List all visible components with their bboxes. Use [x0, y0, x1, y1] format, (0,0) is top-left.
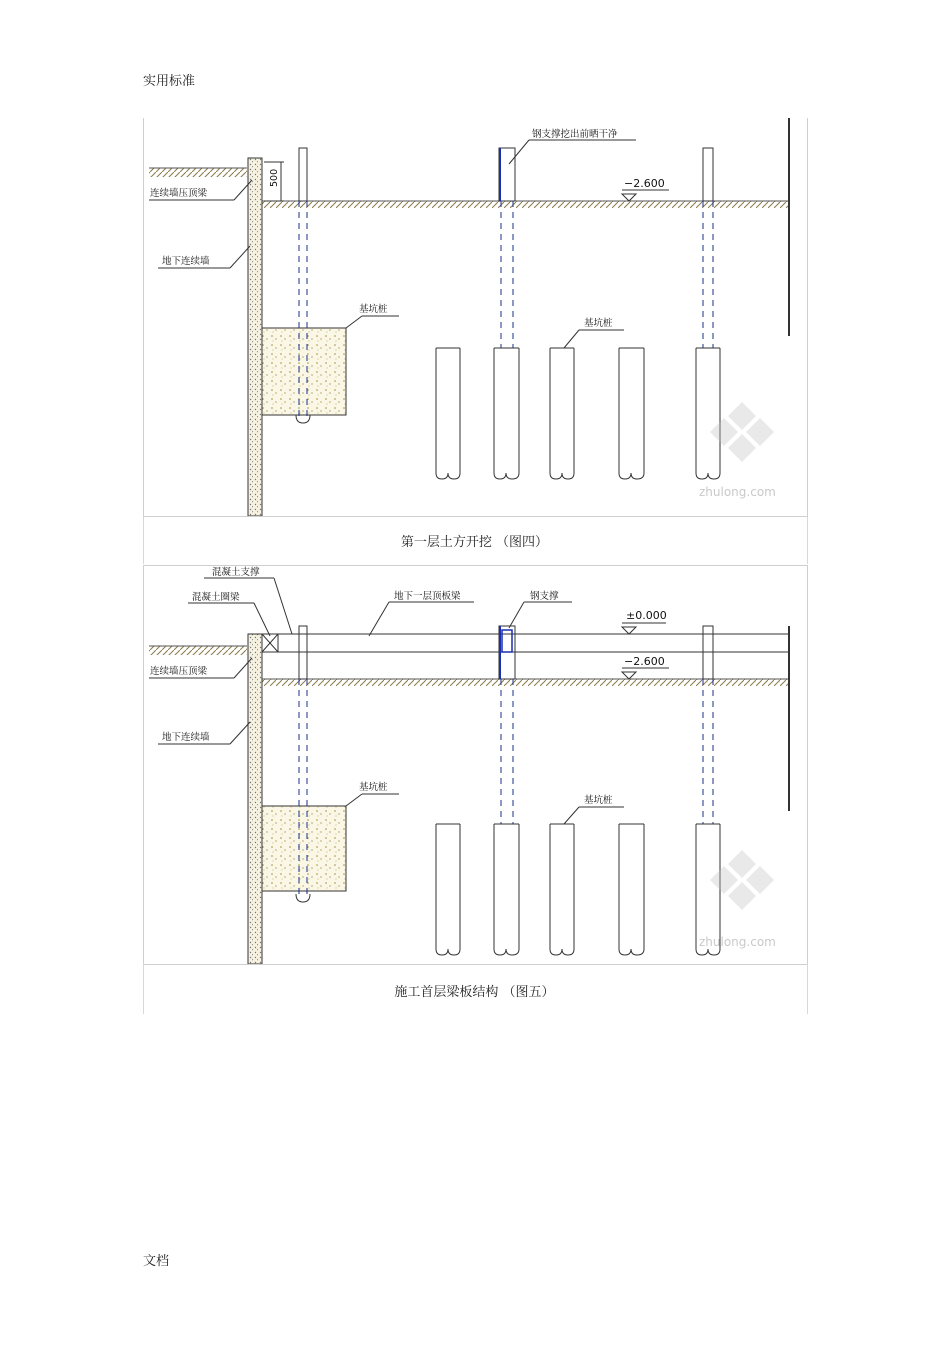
pile-3	[550, 348, 574, 479]
label-diaphragm-wall: 地下连续墙	[162, 256, 210, 267]
label-wall-cap-beam: 连续墙压顶梁	[150, 188, 208, 199]
soil-improvement-block	[262, 328, 346, 415]
label-wall-cap-beam: 连续墙压顶梁	[150, 666, 208, 677]
label-ring-beam: 混凝土圈梁	[192, 592, 240, 603]
pile-4	[619, 348, 644, 479]
section-drawing-2	[144, 566, 807, 964]
pile-1	[436, 824, 460, 955]
soil-improvement-block	[262, 806, 346, 891]
label-slab-beam: 地下一层顶板梁	[394, 591, 461, 602]
label-diaphragm-wall: 地下连续墙	[162, 732, 210, 743]
figure-four-caption: 第一层土方开挖 （图四）	[400, 535, 549, 550]
label-pile-left: 基坑桩	[359, 304, 388, 315]
dim-label: 500	[269, 168, 280, 187]
pile-2	[494, 348, 519, 479]
figure-four-first-layer-excavation	[143, 118, 808, 517]
pile-2	[494, 824, 519, 955]
diaphragm-wall	[248, 158, 262, 516]
ground-hatch-excavation	[262, 201, 789, 208]
watermark-text: zhulong.com	[699, 485, 776, 499]
pile-row	[436, 824, 720, 955]
pile-4	[619, 824, 644, 955]
figure-five-first-floor-slab	[143, 565, 808, 965]
steel-column-2	[499, 626, 515, 824]
label-pile-mid: 基坑桩	[584, 795, 613, 806]
watermark-text: zhulong.com	[699, 935, 776, 949]
elevation-label: −2.600	[624, 655, 665, 668]
figure-five-caption: 施工首层梁板结构 （图五）	[394, 985, 555, 1000]
ground-hatch-left	[149, 646, 247, 655]
label-pile-mid: 基坑桩	[584, 318, 613, 329]
ground-hatch-left	[149, 168, 247, 177]
elevation-label: −2.600	[624, 177, 665, 190]
pile-5	[696, 348, 720, 479]
steel-column-2	[499, 148, 515, 348]
pile-3	[550, 824, 574, 955]
label-pile-left: 基坑桩	[359, 782, 388, 793]
ground-hatch-excavation	[262, 679, 789, 686]
section-drawing-1	[144, 118, 807, 516]
label-concrete-support: 混凝土支撑	[212, 567, 260, 578]
steel-column-3	[703, 626, 713, 824]
page-footer: 文档	[143, 1254, 170, 1269]
page-header: 实用标准	[143, 74, 196, 89]
label-steel-support: 钢支撑	[530, 591, 559, 602]
label-steel-support-clean: 钢支撑挖出前晒干净	[532, 129, 618, 140]
elevation-top-label: ±0.000	[626, 609, 667, 622]
pile-row	[436, 348, 720, 479]
diaphragm-wall	[248, 634, 262, 964]
pile-1	[436, 348, 460, 479]
steel-column-3	[703, 148, 713, 348]
